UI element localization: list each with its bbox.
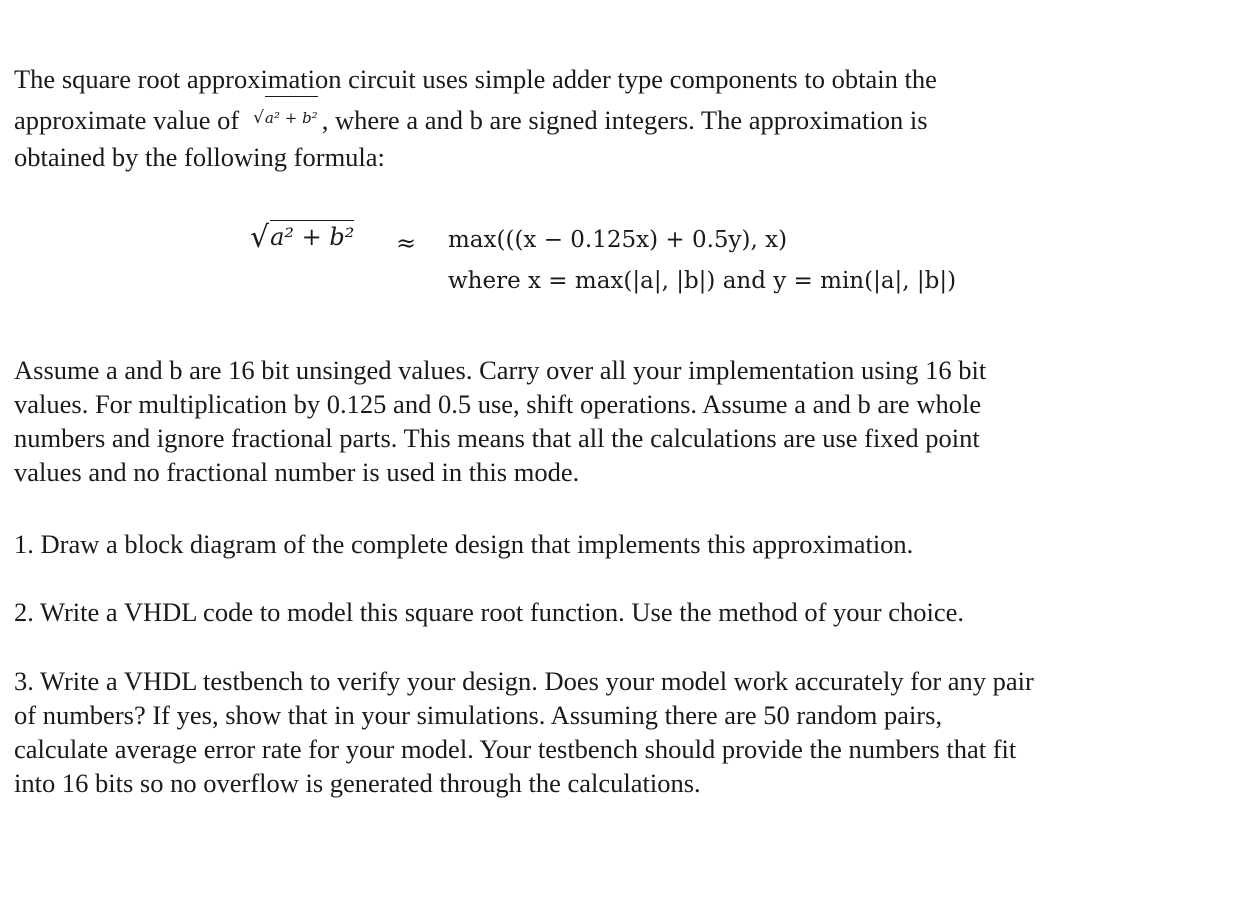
intro-line-2-before: approximate value of xyxy=(14,105,240,135)
radical-icon: √ xyxy=(250,220,270,255)
intro-line-3: obtained by the following formula: xyxy=(14,142,385,172)
question-3-line-2: of numbers? If yes, show that in your simulations. Assuming there are 50 random pairs, xyxy=(14,700,943,730)
formula-lhs-radicand: a² + b² xyxy=(270,220,354,251)
formula-lhs-sqrt xyxy=(250,220,354,255)
assumption-line-3: numbers and ignore fractional parts. This means that all the calculations are use fixed point xyxy=(14,423,980,453)
intro-line-2-after: , where a and b are signed integers. The approximation is xyxy=(321,105,928,135)
intro-line-2 xyxy=(14,96,937,140)
question-3 xyxy=(14,664,1034,800)
formula-rhs-line-2: where x = max(|a|, |b|) and y = min(|a|, |b|) xyxy=(448,268,957,294)
approx-symbol: ≈ xyxy=(396,229,417,257)
formula-rhs-line-1: max(((x − 0.125x) + 0.5y), x) xyxy=(448,227,788,253)
radical-icon: √ xyxy=(253,108,265,128)
assumption-paragraph xyxy=(14,353,986,489)
inline-sqrt-radicand: a² + b² xyxy=(265,96,318,138)
assumption-line-2: values. For multiplication by 0.125 and 0.5 use, shift operations. Assume a and b are whole xyxy=(14,389,982,419)
intro-line-1: The square root approximation circuit uses simple adder type components to obtain the xyxy=(14,64,937,94)
assumption-line-4: values and no fractional number is used in this mode. xyxy=(14,457,580,487)
intro-paragraph xyxy=(14,62,937,174)
inline-sqrt-expression xyxy=(253,96,318,138)
question-2: 2. Write a VHDL code to model this square root function. Use the method of your choice. xyxy=(14,597,965,627)
question-3-line-3: calculate average error rate for your model. Your testbench should provide the numbers that fit xyxy=(14,734,1017,764)
question-1: 1. Draw a block diagram of the complete design that implements this approximation. xyxy=(14,529,914,559)
question-3-line-1: 3. Write a VHDL testbench to verify your design. Does your model work accurately for any pair xyxy=(14,666,1034,696)
assumption-line-1: Assume a and b are 16 bit unsinged values. Carry over all your implementation using 16 bit xyxy=(14,355,987,385)
question-3-line-4: into 16 bits so no overflow is generated through the calculations. xyxy=(14,768,701,798)
